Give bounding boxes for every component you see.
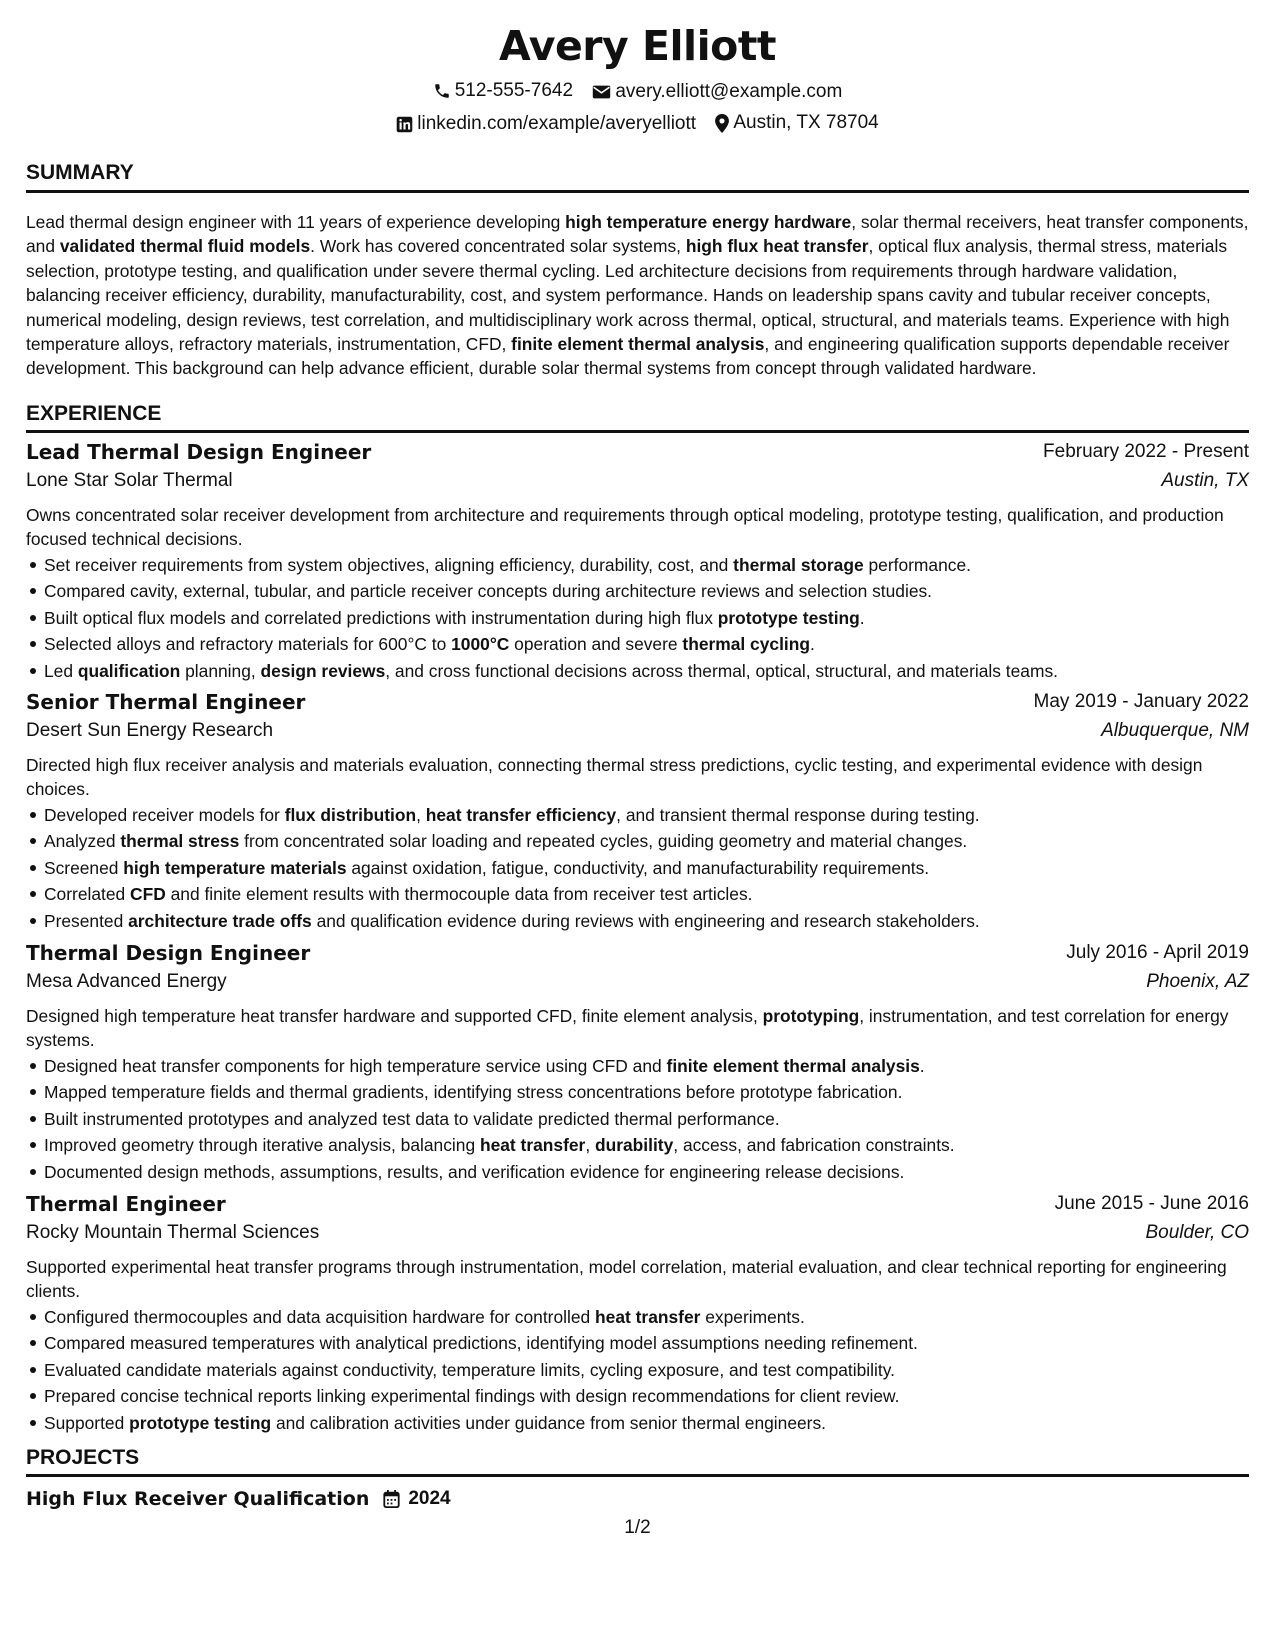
emphasis-text: finite element thermal analysis — [511, 334, 765, 355]
job-bullet: Mapped temperature fields and thermal gradients, identifying stress concentrations before prototype fabrication. — [26, 1079, 1249, 1105]
job-entry — [26, 941, 1249, 1185]
contact-row-primary — [26, 80, 1249, 106]
phone-icon — [433, 82, 451, 100]
job-description: Directed high flux receiver analysis and materials evaluation, connecting thermal stress predictions, cyclic testing, and experimental evidence with design choices. — [26, 755, 1203, 799]
emphasis-text: heat transfer efficiency — [425, 805, 617, 825]
job-bullet: Documented design methods, assumptions, results, and verification evidence for engineering release decisions. — [26, 1159, 1249, 1185]
job-location: Boulder, CO — [1145, 1222, 1249, 1243]
job-title: Senior Thermal Engineer — [26, 690, 306, 714]
linkedin-contact[interactable] — [396, 113, 696, 135]
emphasis-text: prototype testing — [717, 607, 860, 628]
emphasis-text: high flux heat transfer — [685, 236, 869, 257]
job-location: Albuquerque, NM — [1101, 720, 1249, 741]
emphasis-text: durability — [595, 1135, 674, 1156]
job-company: Mesa Advanced Energy — [26, 971, 227, 992]
summary-paragraph: Lead thermal design engineer with 11 years of experience developing high temperature energy hardware, solar thermal receivers, heat transfer components, and validated thermal fluid models. Work has covered concentrated solar systems, high flux heat transfer, optical flux analysis, thermal stress, materials selection, prototype testing, and qualification under severe thermal cycling. Led architecture decisions from requirements through hardware validation, balancing receiver efficiency, durability, manufacturability, cost, and system performance. Hands on leadership spans cavity and tubular receiver concepts, numerical modeling, design reviews, test correlation, and multidisciplinary work across thermal, optical, structural, and materials teams. Experience with high temperature alloys, refractory materials, instrumentation, CFD, finite element thermal analysis, and engineering qualification supports dependable receiver development. This background can help advance efficient, durable solar thermal systems from concept through validated hardware. — [26, 212, 1249, 379]
emphasis-text: 1000°C — [451, 634, 510, 655]
linkedin-icon — [396, 116, 413, 133]
job-company: Desert Sun Energy Research — [26, 720, 274, 741]
location-contact — [715, 112, 878, 134]
job-bullet: Led qualification planning, design reviews, and cross functional decisions across thermal, optical, structural, and materials teams. — [26, 658, 1249, 684]
section-divider — [26, 430, 1249, 433]
job-dates: July 2016 - April 2019 — [1066, 942, 1249, 963]
job-bullet: Supported prototype testing and calibration activities under guidance from senior thermal engineers. — [26, 1410, 1249, 1436]
linkedin-url[interactable]: linkedin.com/example/averyelliott — [417, 113, 697, 134]
job-bullet: Evaluated candidate materials against conductivity, temperature limits, cycling exposure, and test compatibility. — [26, 1357, 1249, 1383]
section-divider — [26, 1474, 1249, 1477]
emphasis-text: qualification — [77, 660, 181, 681]
project-entry — [26, 1488, 451, 1510]
job-entry — [26, 690, 1249, 934]
job-bullet: Set receiver requirements from system objectives, aligning efficiency, durability, cost, and thermal storage performance. — [26, 552, 1249, 578]
job-bullet: Presented architecture trade offs and qualification evidence during reviews with engineering and research stakeholders. — [26, 908, 1249, 934]
job-bullet: Compared cavity, external, tubular, and particle receiver concepts during architecture reviews and selection studies. — [26, 578, 1249, 604]
job-title: Thermal Engineer — [26, 1192, 226, 1216]
emphasis-text: design reviews — [260, 660, 386, 681]
job-company: Lone Star Solar Thermal — [26, 470, 233, 491]
emphasis-text: prototyping — [762, 1006, 860, 1026]
job-entry — [26, 440, 1249, 684]
job-bullet: Built optical flux models and correlated predictions with instrumentation during high flux prototype testing. — [26, 605, 1249, 631]
section-divider — [26, 190, 1249, 193]
job-bullet: Improved geometry through iterative analysis, balancing heat transfer, durability, access, and fabrication constraints. — [26, 1132, 1249, 1158]
job-bullet: Correlated CFD and finite element results with thermocouple data from receiver test articles. — [26, 881, 1249, 907]
section-title-summary: SUMMARY — [26, 161, 134, 184]
section-title-experience: EXPERIENCE — [26, 402, 162, 425]
job-description: Owns concentrated solar receiver development from architecture and requirements through optical modeling, prototype testing, qualification, and production focused technical decisions. — [26, 505, 1224, 549]
job-title: Lead Thermal Design Engineer — [26, 440, 372, 464]
job-bullet: Analyzed thermal stress from concentrated solar loading and repeated cycles, guiding geometry and material changes. — [26, 828, 1249, 854]
map-pin-icon — [715, 114, 729, 133]
emphasis-text: prototype testing — [129, 1412, 272, 1433]
project-year: 2024 — [408, 1488, 451, 1509]
emphasis-text: high temperature materials — [123, 857, 347, 878]
job-bullet-list — [26, 1053, 1249, 1185]
job-bullet-list — [26, 802, 1249, 934]
calendar-icon — [383, 1490, 400, 1508]
job-bullet-list — [26, 552, 1249, 684]
job-company: Rocky Mountain Thermal Sciences — [26, 1222, 320, 1243]
emphasis-text: validated thermal fluid models — [59, 236, 311, 257]
project-title: High Flux Receiver Qualification — [26, 1488, 370, 1510]
job-bullet: Configured thermocouples and data acquisition hardware for controlled heat transfer experiments. — [26, 1304, 1249, 1330]
emphasis-text: architecture trade offs — [128, 910, 312, 931]
job-description: Designed high temperature heat transfer hardware and supported CFD, finite element analysis, prototyping, instrumentation, and test correlation for energy systems. — [26, 1006, 1229, 1050]
section-title-projects: PROJECTS — [26, 1446, 140, 1469]
job-dates: February 2022 - Present — [1043, 441, 1249, 462]
job-bullet: Built instrumented prototypes and analyzed test data to validate predicted thermal performance. — [26, 1106, 1249, 1132]
emphasis-text: finite element thermal analysis — [666, 1056, 920, 1076]
phone-number: 512-555-7642 — [454, 80, 574, 101]
email-address[interactable]: avery.elliott@example.com — [615, 81, 843, 102]
emphasis-text: high temperature energy hardware — [565, 212, 852, 232]
job-entry — [26, 1192, 1249, 1436]
job-bullet: Selected alloys and refractory materials for 600°C to 1000°C operation and severe thermal cycling. — [26, 631, 1249, 657]
job-location: Phoenix, AZ — [1146, 971, 1249, 992]
job-location: Austin, TX — [1161, 470, 1249, 491]
job-bullet-list — [26, 1304, 1249, 1436]
job-bullet: Developed receiver models for flux distribution, heat transfer efficiency, and transient thermal response during testing. — [26, 802, 1249, 828]
emphasis-text: flux distribution — [284, 805, 417, 825]
envelope-icon — [592, 84, 611, 100]
location-text: Austin, TX 78704 — [733, 112, 879, 133]
job-dates: May 2019 - January 2022 — [1033, 691, 1249, 712]
page-number: 1/2 — [624, 1517, 651, 1538]
job-description: Supported experimental heat transfer programs through instrumentation, model correlation, material evaluation, and clear technical reporting for engineering clients. — [26, 1257, 1227, 1301]
job-dates: June 2015 - June 2016 — [1054, 1193, 1249, 1214]
emphasis-text: thermal cycling — [682, 634, 810, 655]
job-bullet: Prepared concise technical reports linking experimental findings with design recommendations for client review. — [26, 1383, 1249, 1409]
email-contact[interactable] — [592, 81, 842, 103]
candidate-name: Avery Elliott — [498, 22, 777, 70]
job-bullet: Screened high temperature materials against oxidation, fatigue, conductivity, and manufacturability requirements. — [26, 855, 1249, 881]
emphasis-text: heat transfer — [479, 1135, 586, 1156]
emphasis-text: thermal stress — [120, 831, 240, 852]
job-bullet: Compared measured temperatures with analytical predictions, identifying model assumptions needing refinement. — [26, 1330, 1249, 1356]
emphasis-text: heat transfer — [595, 1307, 701, 1327]
contact-row-secondary — [26, 112, 1249, 139]
job-bullet: Designed heat transfer components for high temperature service using CFD and finite element thermal analysis. — [26, 1053, 1249, 1079]
emphasis-text: thermal storage — [733, 555, 864, 575]
phone-contact — [433, 80, 573, 102]
job-title: Thermal Design Engineer — [26, 941, 311, 965]
emphasis-text: CFD — [130, 884, 166, 905]
